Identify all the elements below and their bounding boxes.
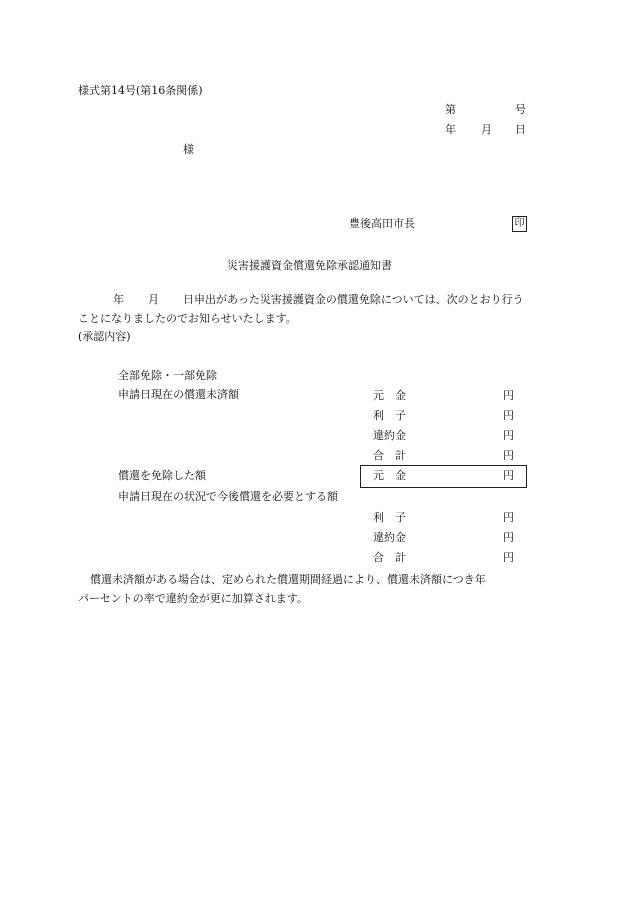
unpaid-principal-yen: 円 — [503, 389, 514, 402]
unpaid-balance-label: 申請日現在の償還未済額 — [118, 388, 239, 401]
exempted-amount-label: 償還を免除した額 — [118, 469, 206, 482]
seal-mark: 印 — [512, 216, 527, 232]
intro-line-2: ことになりましたのでお知らせいたします。 — [78, 312, 297, 325]
intro-year: 年 — [113, 293, 124, 306]
document-title: 災害援護資金償還免除承認通知書 — [227, 259, 392, 272]
form-number: 様式第14号(第16条関係) — [78, 84, 203, 97]
unpaid-interest-label: 利 子 — [373, 409, 406, 422]
future-total-yen: 円 — [503, 551, 514, 564]
exempted-principal-label: 元 金 — [373, 469, 406, 482]
future-interest-yen: 円 — [503, 511, 514, 524]
intro-month: 月 — [148, 293, 159, 306]
note-line-2: パーセントの率で違約金が更に加算されます。 — [78, 592, 308, 605]
unpaid-total-yen: 円 — [503, 449, 514, 462]
unpaid-penalty-label: 違約金 — [373, 429, 406, 442]
future-penalty-yen: 円 — [503, 531, 514, 544]
future-repayment-label: 申請日現在の状況で今後償還を必要とする額 — [118, 490, 338, 503]
unpaid-interest-yen: 円 — [503, 409, 514, 422]
date-month: 月 — [481, 123, 492, 136]
future-interest-label: 利 子 — [373, 511, 406, 524]
date-year: 年 — [445, 123, 456, 136]
date-day: 日 — [515, 123, 526, 136]
doc-number-prefix: 第 — [445, 103, 456, 116]
unpaid-total-label: 合 計 — [373, 449, 406, 462]
future-penalty-label: 違約金 — [373, 531, 406, 544]
note-line-1: 償還未済額がある場合は、定められた償還期間経過により、償還未済額につき年 — [90, 573, 486, 586]
issuer-name: 豊後高田市長 — [349, 217, 415, 230]
section-label: (承認内容) — [78, 330, 131, 343]
intro-line-1: 日申出があった災害援護資金の償還免除については、次のとおり行う — [183, 293, 524, 306]
exempted-principal-yen: 円 — [503, 469, 514, 482]
future-total-label: 合 計 — [373, 551, 406, 564]
unpaid-penalty-yen: 円 — [503, 429, 514, 442]
unpaid-principal-label: 元 金 — [373, 389, 406, 402]
exemption-type: 全部免除・一部免除 — [118, 369, 217, 382]
doc-number-suffix: 号 — [515, 103, 526, 116]
addressee-suffix: 様 — [183, 143, 194, 156]
